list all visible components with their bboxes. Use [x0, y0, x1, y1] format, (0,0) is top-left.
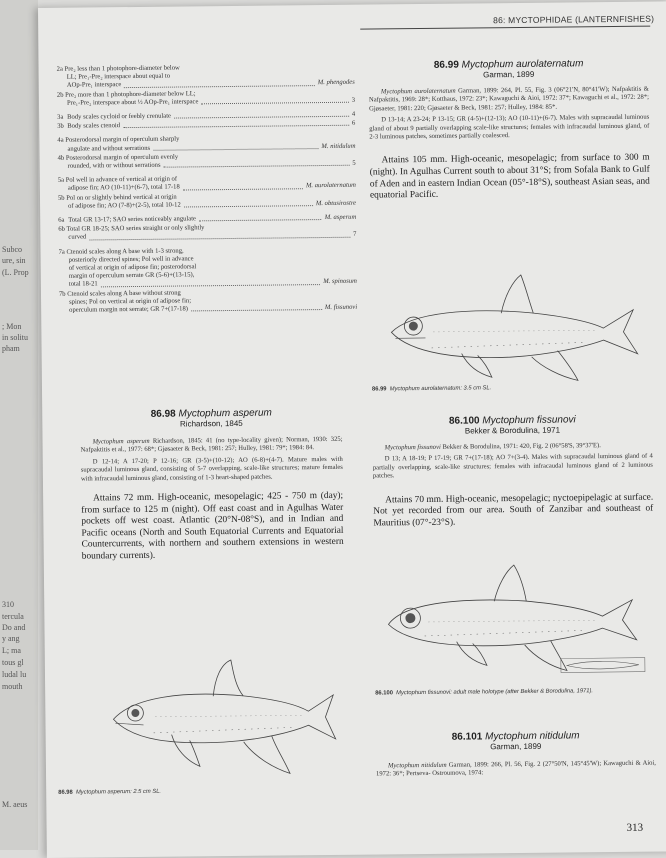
- key-leader-dots: [174, 116, 349, 119]
- key-result: M. nitidulum: [321, 142, 355, 151]
- facing-page-text-fragment: 310: [2, 600, 14, 610]
- caption-text: Myctophum asperum: 2.5 cm SL.: [76, 789, 161, 796]
- facing-page-text-fragment: Do and: [2, 623, 25, 633]
- key-couplet-line: LL; Pre₁-Pre₂ interspace about equal to: [57, 71, 355, 82]
- facing-page-text-fragment: pham: [2, 344, 20, 354]
- key-text: Body scales ctenoid: [67, 122, 120, 131]
- figure-caption-fissunovi: [375, 688, 655, 697]
- key-leader-dots: [89, 236, 350, 240]
- key-leader-dots: [201, 102, 348, 105]
- synonymy-genus: Myctophum nitidulum: [388, 762, 447, 770]
- species-description: Attains 72 mm. High-oceanic, mesopelagic; 425 - 750 m (day); from surface to 125 m (night). Off east coast and in Agulhas Water pockets off west coast. Atlantic (20°N-08°S), and in Indian and Pacific oceans (North and South Equatorial Currents and Equatorial Countercurrents, with northern and southern extensions in western boundary currents).: [81, 491, 344, 563]
- key-couplet: [57, 134, 355, 154]
- facing-page-text-fragment: mouth: [2, 682, 22, 692]
- figure-caption-asperum: [58, 789, 161, 796]
- key-couplet-line: 5a Pol well in advance of vertical at origin of: [58, 174, 356, 185]
- key-couplet: [57, 88, 355, 108]
- species-number: 86.99: [434, 60, 459, 71]
- key-result: 3: [352, 96, 355, 104]
- key-leader-dots: [124, 85, 315, 88]
- key-couplet-line: 4a Posterodorsal margin of operculum sharply: [57, 134, 355, 145]
- facing-page-text-fragment: in solitu: [2, 333, 28, 343]
- species-name: Myctophum aurolaternatum: [462, 58, 584, 70]
- key-couplet-line: 7a Ctenoid scales along A base with 1-3 strong,: [59, 245, 357, 256]
- synonymy-genus: Myctophum aurolaternatum: [381, 88, 456, 96]
- key-result: 6: [352, 120, 355, 128]
- key-result: 4: [352, 111, 355, 119]
- synonymy-text: Bekker & Borodulina, 1971: 420, Fig. 2 (06°58'S, 39°37'E).: [441, 442, 601, 451]
- synonymy: [376, 760, 656, 780]
- key-leader-dots: [199, 219, 322, 221]
- key-couplet-line: 4b Posterodorsal margin of operculum evenly: [58, 152, 356, 163]
- running-head: 86: MYCTOPHIDAE (LANTERNFISHES): [493, 14, 654, 26]
- facing-page-text-fragment: ; Mon: [2, 322, 21, 332]
- key-couplet: [58, 174, 356, 194]
- species-description: Attains 105 mm. High-oceanic, mesopelagic; from surface to 300 m (night). In Agulhas Current south to about 31°S; from Sofala Bank to Gulf of Aden and in eastern Indian Ocean (05°-18°S), southeast Asian seas, and equatorial Pacific.: [370, 153, 650, 202]
- key-text: total 18-21: [69, 281, 98, 290]
- species-author: Garman, 1899: [369, 69, 649, 81]
- species-fissunovi: [372, 414, 653, 530]
- key-text: operculum margin not serrate; GR 7+(17-18): [69, 306, 188, 315]
- diagnosis: D 13-14; A 23-24; P 13-15; GR (4-5)+(12-13); AO (10-11)+(6-7). Males with supracaudal luminous gland of about 9 partially overlapping scale-like structures; females with infracaudal luminous gland, of 2-3 luminous patches, sometimes partially coalesced.: [369, 114, 649, 142]
- key-text: AOp-Pre₁ interspace: [67, 82, 122, 91]
- synonymy: [369, 86, 649, 114]
- key-couplet-line: 6b Total GR 18-25; SAO series straight or only slightly: [58, 223, 356, 234]
- caption-text: Myctophum aurolaternatum: 3.5 cm SL.: [390, 385, 492, 392]
- diagnosis: D 13; A 18-19; P 17-19; GR 7+(17-18); AO 7+(3-4). Males with supracaudal luminous gland of 4 partially overlapping, scale-like structures; females with infracaudal luminous gland of 2 luminous patches.: [373, 453, 653, 481]
- key-couplet: [58, 191, 356, 211]
- key-couplet: [59, 245, 357, 289]
- species-name: Myctophum nitidulum: [485, 730, 580, 742]
- book-page: [38, 1, 666, 858]
- key-result: 5: [352, 160, 355, 168]
- figure-caption-aurolaternatum: [372, 385, 491, 392]
- facing-page-text-fragment: y ang: [2, 634, 20, 644]
- facing-page-text-fragment: tercula: [2, 612, 24, 622]
- key-text: Body scales cycloid or feebly crenulate: [67, 113, 171, 122]
- caption-text: Myctophum fissunovi: adult male holotype (after Bekker & Borodulina, 1971).: [396, 688, 593, 696]
- key-couplet-line: 7b Ctenoid scales along A base without strong: [59, 287, 357, 298]
- page-number: 313: [627, 822, 644, 834]
- identification-key: [57, 63, 358, 321]
- caption-number: 86.99: [372, 386, 387, 392]
- species-name: Myctophum fissunovi: [482, 414, 575, 426]
- key-leader-dots: [191, 309, 322, 311]
- key-number: 3a: [57, 114, 67, 122]
- key-result: M. fissunovi: [325, 304, 357, 313]
- key-couplet: [59, 287, 357, 315]
- synonymy-text: Garman, 1899: 264, Pl. 55, Fig. 3 (06°21'N, 80°41'W); Nafpaktitis & Nafpaktitis, 1969: 28*; Kotthaus, 1972: 23*; Kawaguchi & Aioi, 1972: 37*; Kawaguchi et al., 1972: 28*; Gjøsaeter, 1981: 220; Gjøsaeter & Beck, 1981: 257; Hulley, 1984: 85*.: [369, 86, 649, 113]
- species-name: Myctophum asperum: [178, 408, 271, 420]
- key-number: 3b: [57, 123, 67, 131]
- key-leader-dots: [153, 148, 318, 151]
- key-couplet: [57, 63, 355, 91]
- synonymy-genus: Myctophum fissunovi: [385, 444, 441, 452]
- key-couplet-line: spines; Pol on vertical at origin of adipose fin;: [59, 296, 357, 307]
- species-aurolaternatum: [369, 58, 650, 203]
- fish-illustration-asperum: [93, 655, 344, 788]
- species-author: Richardson, 1845: [80, 418, 342, 430]
- species-author: Bekker & Borodulina, 1971: [372, 425, 652, 437]
- key-couplet-line: posteriorly directed spines; Pol well in advance: [59, 254, 357, 265]
- species-description: Attains 70 mm. High-oceanic, mesopelagic; nyctoepipelagic at surface. Not yet recorded from our area. South of Zanzibar and southeast of Mauritius (07°-23°S).: [373, 492, 653, 530]
- facing-page-edge: [0, 0, 38, 850]
- synonymy-text: Garman, 1899: 266, Pl. 56, Fig. 2 (27°50'N, 145°45'W); Kawaguchi & Aioi, 1972: 36*; Pertseva- Ostroumova, 1974:: [376, 760, 656, 778]
- key-couplet-line: margin of operculum serrate GR (5-6)+(13-15),: [59, 270, 357, 281]
- key-leader-dots: [183, 188, 303, 190]
- header-rule: [360, 26, 650, 30]
- diagnosis: D 12-14; A 17-20; P 12-16; GR (3-5)+(10-12); AO (6-8)+(4-7). Mature males with supracaudal luminous gland, consisting of 5-7 overlapping, scale-like structures; mature females with infracaudal luminous gland, consisting of 1-3 heart-shaped patches.: [81, 456, 343, 484]
- key-couplet-line: 2b Pre₂ more than 1 photophore-diameter below LL;: [57, 88, 355, 99]
- key-couplet-line: 2a Pre₂ less than 1 photophore-diameter below: [57, 63, 355, 74]
- facing-page-text-fragment: Subco: [2, 245, 22, 255]
- key-leader-dots: [184, 205, 313, 207]
- species-nitidulum: [376, 730, 656, 780]
- facing-page-text-fragment: tous gl: [2, 658, 24, 668]
- key-text: angulate and without serrations: [67, 144, 150, 153]
- species-author: Garman, 1899: [376, 741, 656, 753]
- key-leader-dots: [101, 284, 321, 287]
- key-result: M. obtusirostre: [316, 200, 356, 209]
- key-couplet-line: of vertical at origin of adipose fin; posterodorsal: [59, 262, 357, 273]
- key-text: of adipose fin; AO (7-8)+(2-5), total 10-12: [68, 201, 181, 210]
- facing-page-text-fragment: ure, sin: [2, 256, 26, 266]
- species-number: 86.100: [449, 415, 480, 426]
- key-result: M. aurolaternatum: [306, 182, 356, 191]
- key-text: Pre₁-Pre₂ interspace about ½ AOp-Pre₁ interspace: [67, 98, 198, 108]
- facing-page-text-fragment: (L. Prop: [2, 268, 29, 278]
- species-number: 86.98: [151, 409, 176, 420]
- key-leader-dots: [164, 165, 350, 168]
- key-text: curved: [68, 234, 86, 242]
- caption-number: 86.100: [375, 690, 393, 696]
- key-text: adipose fin; AO (10-11)+(6-7), total 17-18: [68, 184, 180, 193]
- key-result: 7: [353, 231, 356, 239]
- species-asperum: [80, 407, 344, 563]
- key-result: M. asperum: [325, 214, 357, 223]
- synonymy: [373, 442, 653, 453]
- caption-number: 86.98: [58, 790, 73, 796]
- species-number: 86.101: [452, 731, 483, 742]
- synonymy-genus: Myctophum asperum: [93, 438, 150, 446]
- key-result: M. phengodes: [318, 79, 355, 88]
- facing-page-text-fragment: L; ma: [2, 646, 21, 656]
- key-text: Total GR 13-17; SAO series noticeably angulate: [68, 215, 196, 225]
- key-couplet-line: 5b Pol on or slightly behind vertical at origin: [58, 191, 356, 202]
- key-text: rounded, with or without serrations: [68, 162, 161, 171]
- key-couplet: [58, 152, 356, 172]
- facing-page-text-fragment: ludal lu: [2, 670, 26, 680]
- key-couplet: [58, 223, 356, 243]
- synonymy: [81, 436, 343, 456]
- key-leader-dots: [123, 125, 349, 128]
- key-result: M. spinosum: [323, 278, 357, 287]
- fish-illustration-aurolaternatum: [371, 272, 652, 385]
- key-number: 6a: [58, 217, 68, 225]
- synonymy-text: Richardson, 1845: 41 (no type-locality given); Norman, 1930: 325; Nafpaktitis et al., 1977: 68*; Gjøsaeter & Beck, 1981: 257; Hulley, 1981: 79*; 1984: 84.: [81, 436, 343, 454]
- facing-page-text-fragment: M. aeus: [2, 800, 27, 810]
- fish-illustration-fissunovi: [374, 561, 665, 684]
